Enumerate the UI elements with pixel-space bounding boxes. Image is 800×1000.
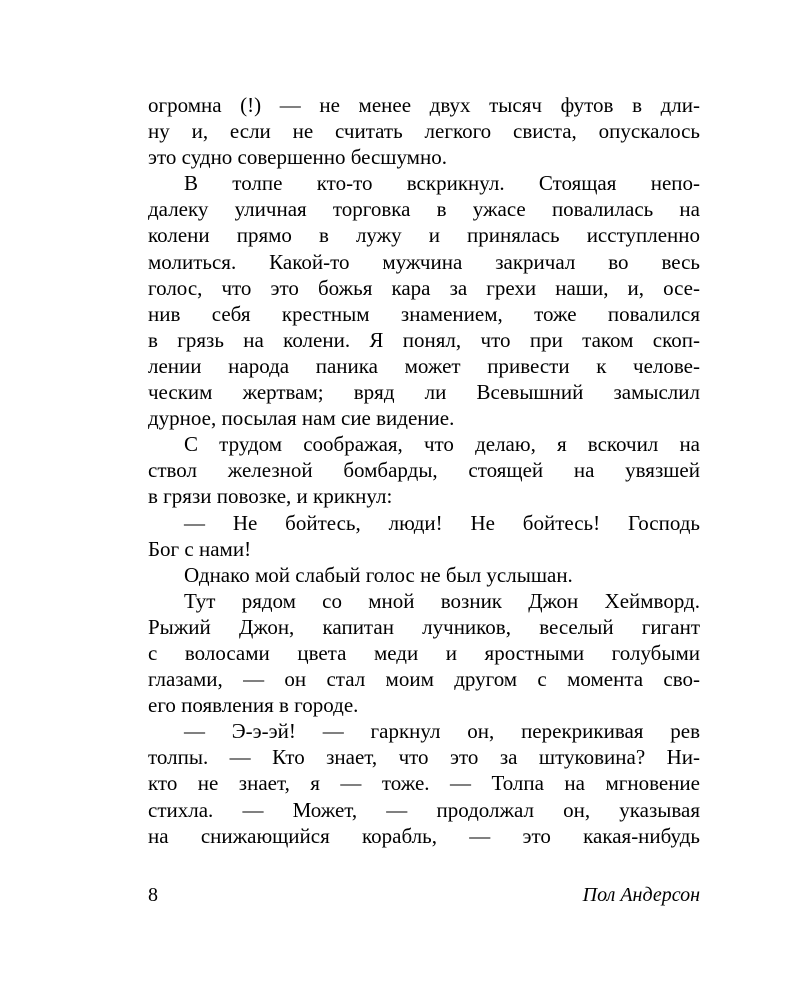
- text-line: С трудом соображая, что делаю, я вскочил на: [184, 432, 700, 457]
- text-line: дурное, посылая нам сие видение.: [148, 406, 455, 431]
- text-line: кто не знает, я — тоже. — Толпа на мгновение: [148, 771, 700, 796]
- text-line: лении народа паника может привести к челове-: [148, 353, 700, 378]
- text-line: на снижающийся корабль, — это какая-нибудь: [148, 823, 700, 848]
- text-line: В толпе кто-то вскрикнул. Стоящая непо-: [184, 171, 700, 196]
- text-line: его появления в городе.: [148, 693, 359, 718]
- text-line: ну и, если не считать легкого свиста, опускалось: [148, 119, 700, 144]
- text-line: — Не бойтесь, люди! Не бойтесь! Господь: [184, 510, 700, 535]
- body-text: [148, 92, 700, 849]
- text-line: с волосами цвета меди и яростными голубыми: [148, 640, 700, 665]
- text-line: глазами, — он стал моим другом с момента сво-: [148, 667, 700, 692]
- text-line: толпы. — Кто знает, что это за штуковина? Ни-: [148, 745, 700, 770]
- text-line: Бог с нами!: [148, 536, 252, 561]
- text-line: голос, что это божья кара за грехи наши, и, осе-: [148, 275, 700, 300]
- running-footer-author: Пол Андерсон: [582, 884, 700, 906]
- text-line: далеку уличная торговка в ужасе повалилась на: [148, 197, 700, 222]
- text-line: Тут рядом со мной возник Джон Хеймворд.: [184, 588, 700, 613]
- text-line: Рыжий Джон, капитан лучников, веселый гигант: [148, 614, 700, 639]
- text-line: ствол железной бомбарды, стоящей на увязшей: [148, 458, 700, 483]
- text-line: это судно совершенно бесшумно.: [148, 145, 447, 170]
- text-line: Однако мой слабый голос не был услышан.: [184, 562, 573, 587]
- text-line: молиться. Какой-то мужчина закричал во весь: [148, 249, 700, 274]
- text-line: стихла. — Может, — продолжал он, указывая: [148, 797, 700, 822]
- text-line: ческим жертвам; вряд ли Всевышний замыслил: [148, 380, 700, 405]
- text-line: в грязи повозке, и крикнул:: [148, 484, 393, 509]
- text-line: — Э-э-эй! — гаркнул он, перекрикивая рев: [184, 719, 700, 744]
- text-line: нив себя крестным знамением, тоже повалился: [148, 301, 700, 326]
- text-line: в грязь на колени. Я понял, что при таком скоп-: [148, 327, 700, 352]
- text-line: колени прямо в лужу и принялась исступленно: [148, 223, 700, 248]
- page-number: 8: [148, 884, 158, 906]
- text-line: огромна (!) — не менее двух тысяч футов в дли-: [148, 93, 700, 117]
